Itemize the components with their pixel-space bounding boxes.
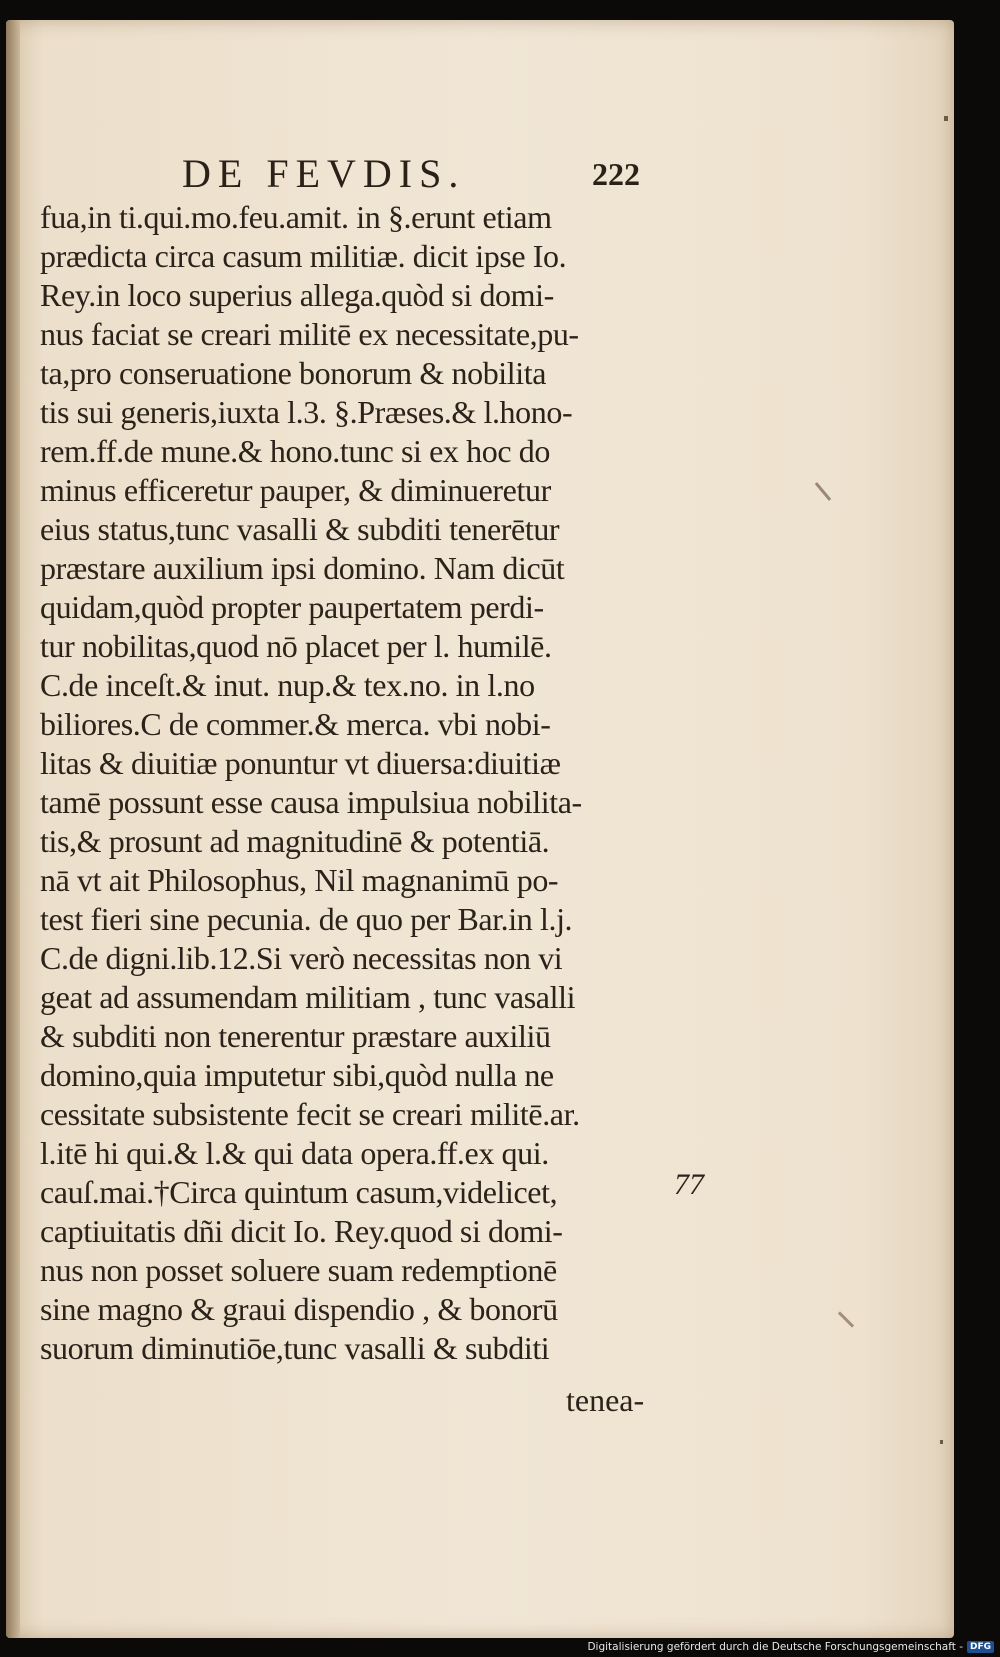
paper-speck: [940, 1440, 943, 1444]
text-line: domino,quia imputetur sibi,quòd nulla ne: [40, 1057, 554, 1093]
text-line: minus efficeretur pauper, & diminueretur: [40, 472, 551, 508]
text-line: rem.ff.de mune.& hono.tunc si ex hoc do: [40, 433, 550, 469]
text-line: nā vt ait Philosophus, Nil magnanimū po-: [40, 862, 559, 898]
text-line: tis sui generis,iuxta l.3. §.Præses.& l.hono-: [40, 394, 573, 430]
text-line: tur nobilitas,quod nō placet per l. humilē.: [40, 628, 552, 664]
text-line: eius status,tunc vasalli & subditi tenerētur: [40, 511, 560, 547]
text-line: nus non posset soluere suam redemptionē: [40, 1252, 557, 1288]
text-line: quidam,quòd propter paupertatem perdi-: [40, 589, 544, 625]
funding-credit: Digitalisierung gefördert durch die Deutsche Forschungsgemeinschaft -: [587, 1640, 963, 1653]
book-page: [6, 20, 954, 1638]
text-line: cessitate subsistente fecit se creari militē.ar.: [40, 1096, 580, 1132]
text-line: cauſ.mai.†Circa quintum casum,videlicet,: [40, 1174, 558, 1210]
text-line: præstare auxilium ipsi domino. Nam dicūt: [40, 550, 565, 586]
paper-mark: [838, 1311, 854, 1327]
dfg-logo-icon: DFG: [967, 1641, 994, 1653]
text-line: Rey.in loco superius allega.quòd si domi-: [40, 277, 554, 313]
text-line: prædicta circa casum militiæ. dicit ipse Io.: [40, 238, 567, 274]
text-line: C.de digni.lib.12.Si verò necessitas non vi: [40, 940, 563, 976]
text-line: geat ad assumendam militiam , tunc vasalli: [40, 979, 576, 1015]
text-line: captiuitatis dñi dicit Io. Rey.quod si domi-: [40, 1213, 563, 1249]
text-line: suorum diminutiōe,tunc vasalli & subditi: [40, 1330, 550, 1366]
text-line: fua,in ti.qui.mo.feu.amit. in §.erunt etiam: [40, 199, 552, 235]
paper-speck: [944, 116, 948, 121]
running-title: DE FEVDIS.: [182, 151, 466, 196]
text-line: C.de inceſt.& inut. nup.& tex.no. in l.no: [40, 667, 535, 703]
text-line: biliores.C de commer.& merca. vbi nobi-: [40, 706, 551, 742]
text-line: tis,& prosunt ad magnitudinē & potentiā.: [40, 823, 550, 859]
text-line: & subditi non tenerentur præstare auxiliū: [40, 1018, 551, 1054]
body-text: [40, 198, 680, 1368]
text-line: test fieri sine pecunia. de quo per Bar.in l.j.: [40, 901, 573, 937]
page-number: 222: [592, 156, 640, 192]
text-line: nus faciat se creari militē ex necessitate,pu-: [40, 316, 579, 352]
text-line: ta,pro conseruatione bonorum & nobilita: [40, 355, 547, 391]
footer-bar: [587, 1638, 994, 1655]
paper-mark: [815, 482, 831, 501]
text-line: l.itē hi qui.& l.& qui data opera.ff.ex qui.: [40, 1135, 549, 1171]
text-line: tamē possunt esse causa impulsiua nobilita-: [40, 784, 582, 820]
page-gutter: [6, 20, 20, 1638]
margin-note: 77: [674, 1168, 704, 1201]
catchword: tenea-: [566, 1382, 645, 1418]
text-line: sine magno & graui dispendio , & bonorū: [40, 1291, 558, 1327]
text-line: litas & diuitiæ ponuntur vt diuersa:diuitiæ: [40, 745, 561, 781]
page-header: [6, 150, 954, 200]
